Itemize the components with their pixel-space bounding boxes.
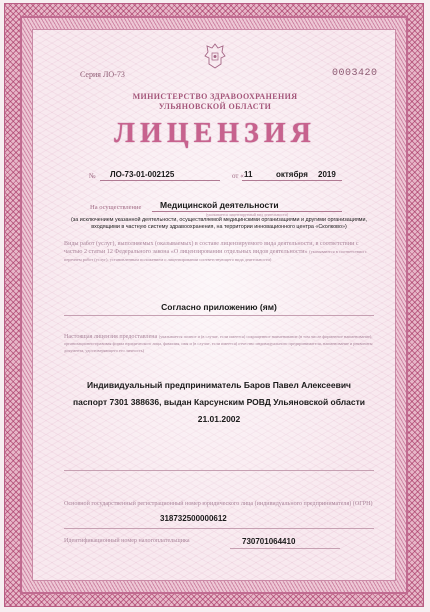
issuing-authority: [80, 92, 350, 112]
date-month: октября: [276, 170, 308, 179]
issued-to-hint: (указывается полное и (в случае, если имеется) сокращенное наименование (в том числе фирменное наименование), организационно-правовая форма юридического лица, фамилия, имя и (в случае, если имеется) отчество индивидуального предпринимателя, наименование и реквизиты документа, удостоверяющего его личность): [64, 334, 373, 353]
holder-passport: паспорт 7301 388636, выдан Карсунским РОВД Ульяновской области: [72, 397, 366, 407]
ministry-line-2: УЛЬЯНОВСКОЙ ОБЛАСТИ: [158, 102, 272, 111]
issued-to-section: [64, 334, 374, 355]
date-day: 11: [244, 170, 253, 179]
date-underline: [242, 180, 342, 181]
works-section: [64, 240, 374, 264]
blank-number: 0003420: [332, 68, 378, 79]
inn-underline: [230, 548, 340, 549]
inn-label: Идентификационный номер налогоплательщика: [64, 538, 190, 544]
activity-label: На осуществление: [90, 204, 142, 211]
issued-to-text: Настоящая лицензия предоставлена: [64, 334, 158, 340]
license-number: ЛО-73-01-002125: [110, 170, 175, 179]
ogrn-label: Основной государственный регистрационный номер юридического лица (индивидуального предпринимателя) (ОГРН): [64, 501, 373, 507]
appendix-underline: [64, 315, 374, 316]
works-hint: (указываются в соответствии с перечнем работ (услуг), установленным положением о лицензировании соответствующего вида деятельности): [64, 249, 367, 262]
ogrn-value: 318732500000612: [160, 514, 227, 523]
date-prefix: от «: [232, 172, 244, 180]
ministry-line-1: МИНИСТЕРСТВО ЗДРАВООХРАНЕНИЯ: [132, 92, 298, 101]
activity-hint: (указывается лицензируемый вид деятельности): [205, 212, 289, 217]
appendix-reference: Согласно приложению (ям): [161, 302, 277, 312]
document-title: ЛИЦЕНЗИЯ: [114, 118, 316, 149]
ogrn-underline: [64, 528, 374, 529]
holder-passport-date: 21.01.2002: [197, 414, 241, 424]
inn-value: 730701064410: [242, 537, 296, 546]
activity-value: Медицинской деятельности: [160, 200, 279, 210]
works-text: Виды работ (услуг), выполняемых (оказываемых) в составе лицензируемого вида деятельности, в соответствии с частью 2 статьи 12 Федерального закона «О лицензировании отдельных видов деятельности»: [64, 241, 359, 255]
license-holder: [64, 377, 374, 428]
number-sign: №: [89, 172, 96, 180]
series-label: Серия ЛО-73: [80, 70, 125, 79]
holder-name: Индивидуальный предприниматель Баров Павел Алексеевич: [86, 380, 351, 390]
date-year: 2019: [318, 170, 336, 179]
activity-exclusion: (за исключением указанной деятельности, осуществляемой медицинскими организациями и другими организациями, входящими в частную систему здравоохранения, на территории инновационного центра «Сколково»): [71, 217, 367, 230]
coat-of-arms-icon: [203, 42, 227, 70]
number-underline: [100, 180, 220, 181]
holder-underline: [64, 470, 374, 471]
